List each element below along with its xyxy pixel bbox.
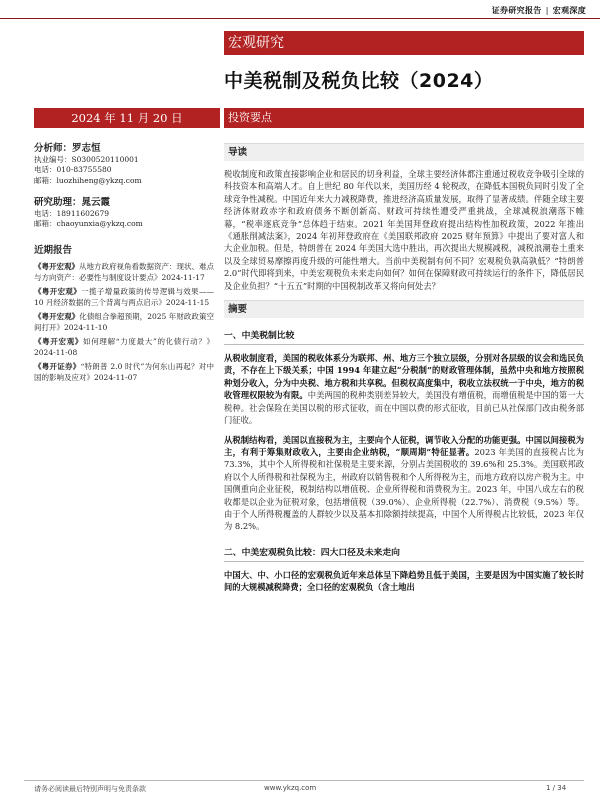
- recent-report-link[interactable]: 《粤开宏观》如何理解“力度最大”的化债行动？》2024-11-08: [34, 336, 214, 357]
- recent-report-link[interactable]: 《粤开宏观》一揽子增量政策的传导逻辑与效果——10 月经济数据的三个背离与两点启示》2024-11-15: [34, 286, 215, 307]
- header-labels: 证券研究报告 | 宏观深度: [491, 6, 586, 15]
- footer-disclaimer: 请务必阅读最后特别声明与免责条款: [34, 785, 146, 793]
- report-type-banner: 宏观研究: [224, 31, 584, 55]
- analyst-block: [34, 144, 214, 186]
- section-2-title: 二、中美宏观税负比较：四大口径及未来走向: [224, 545, 584, 562]
- section-1-title: 一、中美税制比较: [224, 328, 584, 345]
- recent-report-link[interactable]: 《粤开宏观》从地方政府视角看数据资产：现状、难点与方向资产：必要性与制度设计要点》2024-11-17: [34, 261, 214, 282]
- footer-rule: [24, 780, 584, 781]
- left-column: [34, 144, 214, 386]
- intro-paragraph: 税收制度和政策直接影响企业和居民的切身利益，全球主要经济体都注重通过税收竞争吸引全球的科技资本和高端人才。自上世纪 80 年代以来，美国历经 4 轮税改，在降低本国税负同时引发了全球竞争性减税。中国近年来大力减税降费，推进经济高质量发展，取得了显著成绩。伴随全球主要经济体财政赤字和政府债务不断创新高、财政可持续性遭受严重挑战，全球减税浪潮落下帷幕，“税率逐底竞争”总体趋于结束。2021 年美国拜登政府提出结构性加税政策，2022 年推出《通胀削减法案》，2024 年初拜登政府在《美国联邦政府 2025 财年预算》中提出了要对富人和大企业加税。但是，特朗普在 2024 年美国大选中胜出，再次提出大规模减税，减税浪潮卷土重来以及全球贸易摩擦再度升级的可能性增大。当前中美税制有何不同？宏观税负孰高孰低？“特朗普 2.0”时代即将到来，中美宏观税负未来走向如何？如何在保障财政可持续运行的条件下，降低居民及企业负担？“十五五”时期的中国税制改革又将向何处去？: [224, 169, 584, 291]
- page-title: 中美税制及税负比较（2024）: [224, 70, 494, 92]
- assistant-phone: 电话：18911602679: [34, 208, 109, 218]
- investment-highlights-bar: 投资要点: [224, 108, 584, 128]
- recent-report-link[interactable]: 《粤开宏观》化债组合拳超预期，2025 年财政政策空间打开》2024-11-10: [34, 311, 214, 332]
- intro-heading: 导读: [224, 143, 584, 161]
- main-column: [224, 143, 584, 594]
- tax-system-paragraph: 从税收制度看，美国的税收体系分为联邦、州、地方三个独立层级，分别对各层级的议会和选民负责，不存在上下级关系；中国 1994 年建立起“分税制”的财政管理体制，虽然中央和地方按照税种划分收入，分为中央税、地方税和共享税。但税权高度集中，税收立法权统一于中央，地方的税收管理权限较为有限。中美两国的税种类别差异较大，美国没有增值税，而增值税是中国的第一大税种。社会保险在美国以税的形式征收，而在中国以费的形式征收，目前已从社保部门改由税务部门征收。: [224, 353, 584, 426]
- recent-reports-heading: 近期报告: [34, 244, 73, 256]
- tax-structure-paragraph: 从税制结构看，美国以直接税为主，主要向个人征税，调节收入分配的功能更强。中国以间接税为主，有利于筹集财政收入，主要由企业纳税，“顺周期”特征显著。2023 年美国的直接税占比为 73.3%，其中个人所得税和社保税是主要来源，分别占美国税收的 39.6%和 25.3%。美国联邦政府以个人所得税和社保税为主，州政府以销售税和个人所得税为主，而地方政府以房产税为主。中国侧重向企业征税，税制结构以增值税、企业所得税和消费税为主。2023 年，中国八成左右的税收都是以企业为征税对象，包括增值税（39.0%）、企业所得税（22.7%）、消费税（9.5%）等。由于个人所得税覆盖的人群较少以及基本扣除额持续提高，中国个人所得税占比较低，2023 年仅为 8.2%。: [224, 434, 584, 532]
- assistant-role: 研究助理：: [34, 197, 82, 208]
- macro-tax-paragraph: 中国大、中、小口径的宏观税负近年来总体呈下降趋势且低于美国，主要是因为中国实施了较长时间的大规模减税降费；全口径的宏观税负（含土地出: [224, 569, 584, 593]
- analyst-role: 分析师：: [34, 143, 73, 154]
- summary-heading: 摘要: [224, 300, 584, 318]
- assistant-name: 晁云霞: [81, 197, 111, 208]
- top-header: [0, 0, 600, 30]
- header-category: 宏观深度: [552, 6, 586, 15]
- footer-url[interactable]: www.ykzq.com: [264, 784, 317, 792]
- report-date: 2024 年 11 月 20 日: [34, 108, 220, 128]
- analyst-license: 执业编号：S0300520110001: [34, 154, 139, 164]
- header-rule: [0, 18, 600, 19]
- header-brand: 证券研究报告: [491, 6, 542, 15]
- recent-report-link[interactable]: 《粤开证券》“特朗普 2.0 时代”为何东山再起？对中国的影响及应对》2024-11-07: [34, 361, 214, 382]
- analyst-phone: 电话：010-83755580: [34, 165, 112, 174]
- assistant-block: [34, 198, 214, 230]
- page-number: 1 / 34: [546, 784, 567, 792]
- analyst-name: 罗志恒: [72, 143, 101, 154]
- analyst-email[interactable]: 邮箱：luozhiheng@ykzq.com: [34, 175, 142, 185]
- assistant-email[interactable]: 邮箱：chaoyunxia@ykzq.com: [34, 219, 143, 228]
